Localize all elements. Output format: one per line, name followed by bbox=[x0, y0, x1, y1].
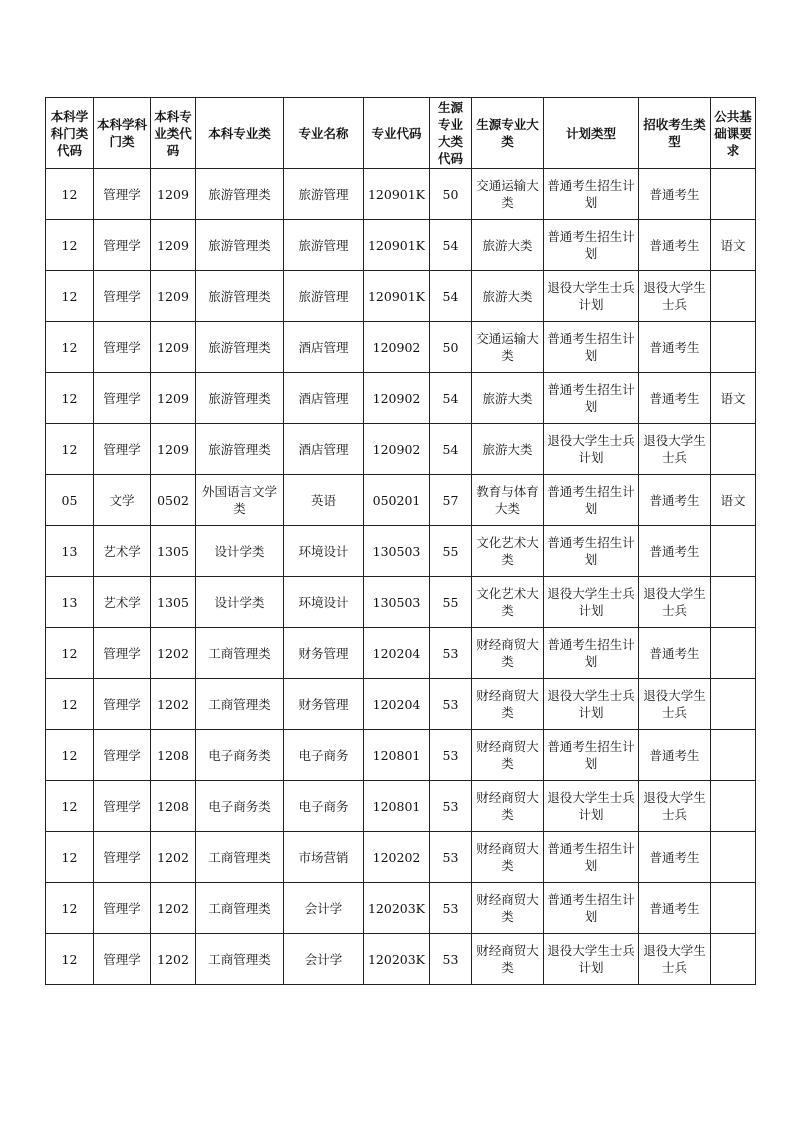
course-requirement-cell bbox=[711, 577, 756, 628]
category-code-cell: 1209 bbox=[151, 220, 196, 271]
header-cell-source-category: 生源专业大类 bbox=[472, 98, 544, 169]
discipline-code-cell: 12 bbox=[46, 271, 94, 322]
table-header bbox=[46, 98, 756, 169]
source-category-cell: 旅游大类 bbox=[472, 424, 544, 475]
discipline-code-cell: 12 bbox=[46, 322, 94, 373]
plan-type-cell: 普通考生招生计划 bbox=[544, 526, 639, 577]
plan-type-cell: 普通考生招生计划 bbox=[544, 730, 639, 781]
candidate-type-cell: 普通考生 bbox=[639, 169, 711, 220]
discipline-cell: 管理学 bbox=[94, 220, 151, 271]
category-cell: 旅游管理类 bbox=[196, 220, 284, 271]
table-row bbox=[46, 526, 756, 577]
table-row bbox=[46, 322, 756, 373]
major-code-cell: 120801 bbox=[364, 730, 430, 781]
source-category-cell: 财经商贸大类 bbox=[472, 679, 544, 730]
major-name-cell: 旅游管理 bbox=[284, 271, 364, 322]
source-category-cell: 财经商贸大类 bbox=[472, 628, 544, 679]
plan-type-cell: 普通考生招生计划 bbox=[544, 220, 639, 271]
major-name-cell: 电子商务 bbox=[284, 781, 364, 832]
discipline-code-cell: 12 bbox=[46, 628, 94, 679]
course-requirement-cell bbox=[711, 679, 756, 730]
category-cell: 旅游管理类 bbox=[196, 424, 284, 475]
discipline-code-cell: 12 bbox=[46, 679, 94, 730]
table-row bbox=[46, 424, 756, 475]
source-category-cell: 文化艺术大类 bbox=[472, 526, 544, 577]
table-row bbox=[46, 169, 756, 220]
candidate-type-cell: 普通考生 bbox=[639, 526, 711, 577]
course-requirement-cell bbox=[711, 169, 756, 220]
header-cell-plan-type: 计划类型 bbox=[544, 98, 639, 169]
course-requirement-cell: 语文 bbox=[711, 220, 756, 271]
discipline-code-cell: 05 bbox=[46, 475, 94, 526]
table-row bbox=[46, 730, 756, 781]
candidate-type-cell: 退役大学生士兵 bbox=[639, 934, 711, 985]
plan-type-cell: 普通考生招生计划 bbox=[544, 169, 639, 220]
discipline-cell: 管理学 bbox=[94, 628, 151, 679]
discipline-code-cell: 12 bbox=[46, 424, 94, 475]
table-row bbox=[46, 475, 756, 526]
source-category-cell: 文化艺术大类 bbox=[472, 577, 544, 628]
discipline-cell: 管理学 bbox=[94, 781, 151, 832]
table-row bbox=[46, 220, 756, 271]
source-category-cell: 交通运输大类 bbox=[472, 169, 544, 220]
discipline-code-cell: 12 bbox=[46, 832, 94, 883]
candidate-type-cell: 退役大学生士兵 bbox=[639, 781, 711, 832]
candidate-type-cell: 普通考生 bbox=[639, 220, 711, 271]
header-cell-course-requirement: 公共基础课要求 bbox=[711, 98, 756, 169]
source-category-cell: 旅游大类 bbox=[472, 220, 544, 271]
plan-type-cell: 退役大学生士兵计划 bbox=[544, 781, 639, 832]
plan-type-cell: 普通考生招生计划 bbox=[544, 832, 639, 883]
category-code-cell: 1305 bbox=[151, 577, 196, 628]
course-requirement-cell bbox=[711, 526, 756, 577]
major-name-cell: 财务管理 bbox=[284, 628, 364, 679]
discipline-cell: 管理学 bbox=[94, 832, 151, 883]
major-name-cell: 环境设计 bbox=[284, 526, 364, 577]
major-code-cell: 120202 bbox=[364, 832, 430, 883]
discipline-code-cell: 12 bbox=[46, 373, 94, 424]
discipline-code-cell: 12 bbox=[46, 781, 94, 832]
table-row bbox=[46, 271, 756, 322]
header-cell-candidate-type: 招收考生类型 bbox=[639, 98, 711, 169]
header-cell-major-code: 专业代码 bbox=[364, 98, 430, 169]
discipline-code-cell: 12 bbox=[46, 220, 94, 271]
source-category-cell: 交通运输大类 bbox=[472, 322, 544, 373]
major-name-cell: 酒店管理 bbox=[284, 424, 364, 475]
candidate-type-cell: 退役大学生士兵 bbox=[639, 679, 711, 730]
category-code-cell: 1202 bbox=[151, 628, 196, 679]
source-code-cell: 50 bbox=[430, 169, 472, 220]
discipline-cell: 艺术学 bbox=[94, 577, 151, 628]
discipline-cell: 管理学 bbox=[94, 271, 151, 322]
plan-type-cell: 退役大学生士兵计划 bbox=[544, 577, 639, 628]
course-requirement-cell bbox=[711, 781, 756, 832]
table-row bbox=[46, 628, 756, 679]
category-cell: 设计学类 bbox=[196, 577, 284, 628]
table-body bbox=[46, 169, 756, 985]
plan-type-cell: 退役大学生士兵计划 bbox=[544, 934, 639, 985]
table-row bbox=[46, 883, 756, 934]
candidate-type-cell: 普通考生 bbox=[639, 373, 711, 424]
discipline-code-cell: 12 bbox=[46, 883, 94, 934]
course-requirement-cell bbox=[711, 424, 756, 475]
course-requirement-cell bbox=[711, 322, 756, 373]
source-code-cell: 53 bbox=[430, 628, 472, 679]
discipline-cell: 管理学 bbox=[94, 322, 151, 373]
source-code-cell: 53 bbox=[430, 730, 472, 781]
discipline-code-cell: 12 bbox=[46, 169, 94, 220]
major-code-cell: 050201 bbox=[364, 475, 430, 526]
major-code-cell: 130503 bbox=[364, 577, 430, 628]
plan-type-cell: 普通考生招生计划 bbox=[544, 628, 639, 679]
major-name-cell: 酒店管理 bbox=[284, 322, 364, 373]
candidate-type-cell: 退役大学生士兵 bbox=[639, 424, 711, 475]
major-code-cell: 120901K bbox=[364, 169, 430, 220]
category-cell: 旅游管理类 bbox=[196, 322, 284, 373]
major-code-cell: 120902 bbox=[364, 424, 430, 475]
major-name-cell: 电子商务 bbox=[284, 730, 364, 781]
table-row bbox=[46, 832, 756, 883]
source-code-cell: 54 bbox=[430, 373, 472, 424]
category-code-cell: 1208 bbox=[151, 781, 196, 832]
category-code-cell: 1209 bbox=[151, 271, 196, 322]
major-name-cell: 环境设计 bbox=[284, 577, 364, 628]
category-code-cell: 1202 bbox=[151, 679, 196, 730]
major-code-cell: 120902 bbox=[364, 322, 430, 373]
major-code-cell: 120801 bbox=[364, 781, 430, 832]
major-name-cell: 市场营销 bbox=[284, 832, 364, 883]
category-code-cell: 0502 bbox=[151, 475, 196, 526]
category-cell: 工商管理类 bbox=[196, 832, 284, 883]
source-category-cell: 财经商贸大类 bbox=[472, 730, 544, 781]
discipline-code-cell: 12 bbox=[46, 730, 94, 781]
category-cell: 旅游管理类 bbox=[196, 271, 284, 322]
source-code-cell: 50 bbox=[430, 322, 472, 373]
major-code-cell: 120901K bbox=[364, 271, 430, 322]
course-requirement-cell bbox=[711, 271, 756, 322]
table-row bbox=[46, 934, 756, 985]
category-code-cell: 1202 bbox=[151, 883, 196, 934]
course-requirement-cell: 语文 bbox=[711, 373, 756, 424]
category-cell: 外国语言文学类 bbox=[196, 475, 284, 526]
category-code-cell: 1202 bbox=[151, 832, 196, 883]
header-row bbox=[46, 98, 756, 169]
header-cell-category: 本科专业类 bbox=[196, 98, 284, 169]
source-code-cell: 53 bbox=[430, 679, 472, 730]
major-name-cell: 会计学 bbox=[284, 883, 364, 934]
plan-type-cell: 普通考生招生计划 bbox=[544, 373, 639, 424]
header-cell-discipline: 本科学科门类 bbox=[94, 98, 151, 169]
course-requirement-cell bbox=[711, 730, 756, 781]
course-requirement-cell bbox=[711, 628, 756, 679]
source-category-cell: 旅游大类 bbox=[472, 373, 544, 424]
source-code-cell: 53 bbox=[430, 781, 472, 832]
category-code-cell: 1305 bbox=[151, 526, 196, 577]
category-cell: 旅游管理类 bbox=[196, 169, 284, 220]
discipline-cell: 艺术学 bbox=[94, 526, 151, 577]
discipline-code-cell: 13 bbox=[46, 577, 94, 628]
source-code-cell: 57 bbox=[430, 475, 472, 526]
major-code-cell: 120203K bbox=[364, 883, 430, 934]
discipline-cell: 管理学 bbox=[94, 679, 151, 730]
header-cell-source-code: 生源专业大类代码 bbox=[430, 98, 472, 169]
source-category-cell: 教育与体育大类 bbox=[472, 475, 544, 526]
discipline-cell: 管理学 bbox=[94, 373, 151, 424]
category-cell: 电子商务类 bbox=[196, 730, 284, 781]
source-code-cell: 54 bbox=[430, 271, 472, 322]
category-cell: 旅游管理类 bbox=[196, 373, 284, 424]
major-code-cell: 120203K bbox=[364, 934, 430, 985]
source-code-cell: 53 bbox=[430, 832, 472, 883]
source-category-cell: 旅游大类 bbox=[472, 271, 544, 322]
plan-type-cell: 退役大学生士兵计划 bbox=[544, 424, 639, 475]
source-code-cell: 53 bbox=[430, 883, 472, 934]
source-code-cell: 53 bbox=[430, 934, 472, 985]
candidate-type-cell: 普通考生 bbox=[639, 475, 711, 526]
header-cell-major-name: 专业名称 bbox=[284, 98, 364, 169]
candidate-type-cell: 普通考生 bbox=[639, 730, 711, 781]
category-cell: 工商管理类 bbox=[196, 679, 284, 730]
major-name-cell: 会计学 bbox=[284, 934, 364, 985]
source-code-cell: 55 bbox=[430, 577, 472, 628]
major-code-cell: 120901K bbox=[364, 220, 430, 271]
category-code-cell: 1209 bbox=[151, 169, 196, 220]
source-category-cell: 财经商贸大类 bbox=[472, 832, 544, 883]
major-code-cell: 120204 bbox=[364, 679, 430, 730]
table-row bbox=[46, 679, 756, 730]
candidate-type-cell: 普通考生 bbox=[639, 883, 711, 934]
discipline-cell: 文学 bbox=[94, 475, 151, 526]
source-code-cell: 54 bbox=[430, 424, 472, 475]
major-code-cell: 120902 bbox=[364, 373, 430, 424]
plan-type-cell: 退役大学生士兵计划 bbox=[544, 271, 639, 322]
course-requirement-cell bbox=[711, 832, 756, 883]
plan-type-cell: 退役大学生士兵计划 bbox=[544, 679, 639, 730]
source-category-cell: 财经商贸大类 bbox=[472, 934, 544, 985]
table-row bbox=[46, 781, 756, 832]
source-code-cell: 54 bbox=[430, 220, 472, 271]
table-row bbox=[46, 577, 756, 628]
major-name-cell: 旅游管理 bbox=[284, 169, 364, 220]
discipline-cell: 管理学 bbox=[94, 730, 151, 781]
candidate-type-cell: 普通考生 bbox=[639, 832, 711, 883]
course-requirement-cell bbox=[711, 883, 756, 934]
candidate-type-cell: 普通考生 bbox=[639, 322, 711, 373]
major-code-cell: 130503 bbox=[364, 526, 430, 577]
course-requirement-cell: 语文 bbox=[711, 475, 756, 526]
discipline-cell: 管理学 bbox=[94, 934, 151, 985]
category-cell: 工商管理类 bbox=[196, 883, 284, 934]
major-name-cell: 酒店管理 bbox=[284, 373, 364, 424]
major-name-cell: 财务管理 bbox=[284, 679, 364, 730]
header-cell-discipline-code: 本科学科门类代码 bbox=[46, 98, 94, 169]
discipline-cell: 管理学 bbox=[94, 424, 151, 475]
category-cell: 电子商务类 bbox=[196, 781, 284, 832]
candidate-type-cell: 退役大学生士兵 bbox=[639, 577, 711, 628]
category-cell: 工商管理类 bbox=[196, 934, 284, 985]
plan-type-cell: 普通考生招生计划 bbox=[544, 883, 639, 934]
category-code-cell: 1209 bbox=[151, 424, 196, 475]
discipline-code-cell: 12 bbox=[46, 934, 94, 985]
discipline-cell: 管理学 bbox=[94, 169, 151, 220]
table-row bbox=[46, 373, 756, 424]
category-code-cell: 1209 bbox=[151, 322, 196, 373]
source-category-cell: 财经商贸大类 bbox=[472, 781, 544, 832]
discipline-code-cell: 13 bbox=[46, 526, 94, 577]
discipline-cell: 管理学 bbox=[94, 883, 151, 934]
category-code-cell: 1209 bbox=[151, 373, 196, 424]
category-cell: 工商管理类 bbox=[196, 628, 284, 679]
major-name-cell: 旅游管理 bbox=[284, 220, 364, 271]
candidate-type-cell: 普通考生 bbox=[639, 628, 711, 679]
category-code-cell: 1208 bbox=[151, 730, 196, 781]
plan-type-cell: 普通考生招生计划 bbox=[544, 475, 639, 526]
major-code-cell: 120204 bbox=[364, 628, 430, 679]
source-code-cell: 55 bbox=[430, 526, 472, 577]
source-category-cell: 财经商贸大类 bbox=[472, 883, 544, 934]
category-cell: 设计学类 bbox=[196, 526, 284, 577]
plan-type-cell: 普通考生招生计划 bbox=[544, 322, 639, 373]
header-cell-category-code: 本科专业类代码 bbox=[151, 98, 196, 169]
course-requirement-cell bbox=[711, 934, 756, 985]
candidate-type-cell: 退役大学生士兵 bbox=[639, 271, 711, 322]
category-code-cell: 1202 bbox=[151, 934, 196, 985]
major-name-cell: 英语 bbox=[284, 475, 364, 526]
majors-table bbox=[45, 97, 756, 985]
